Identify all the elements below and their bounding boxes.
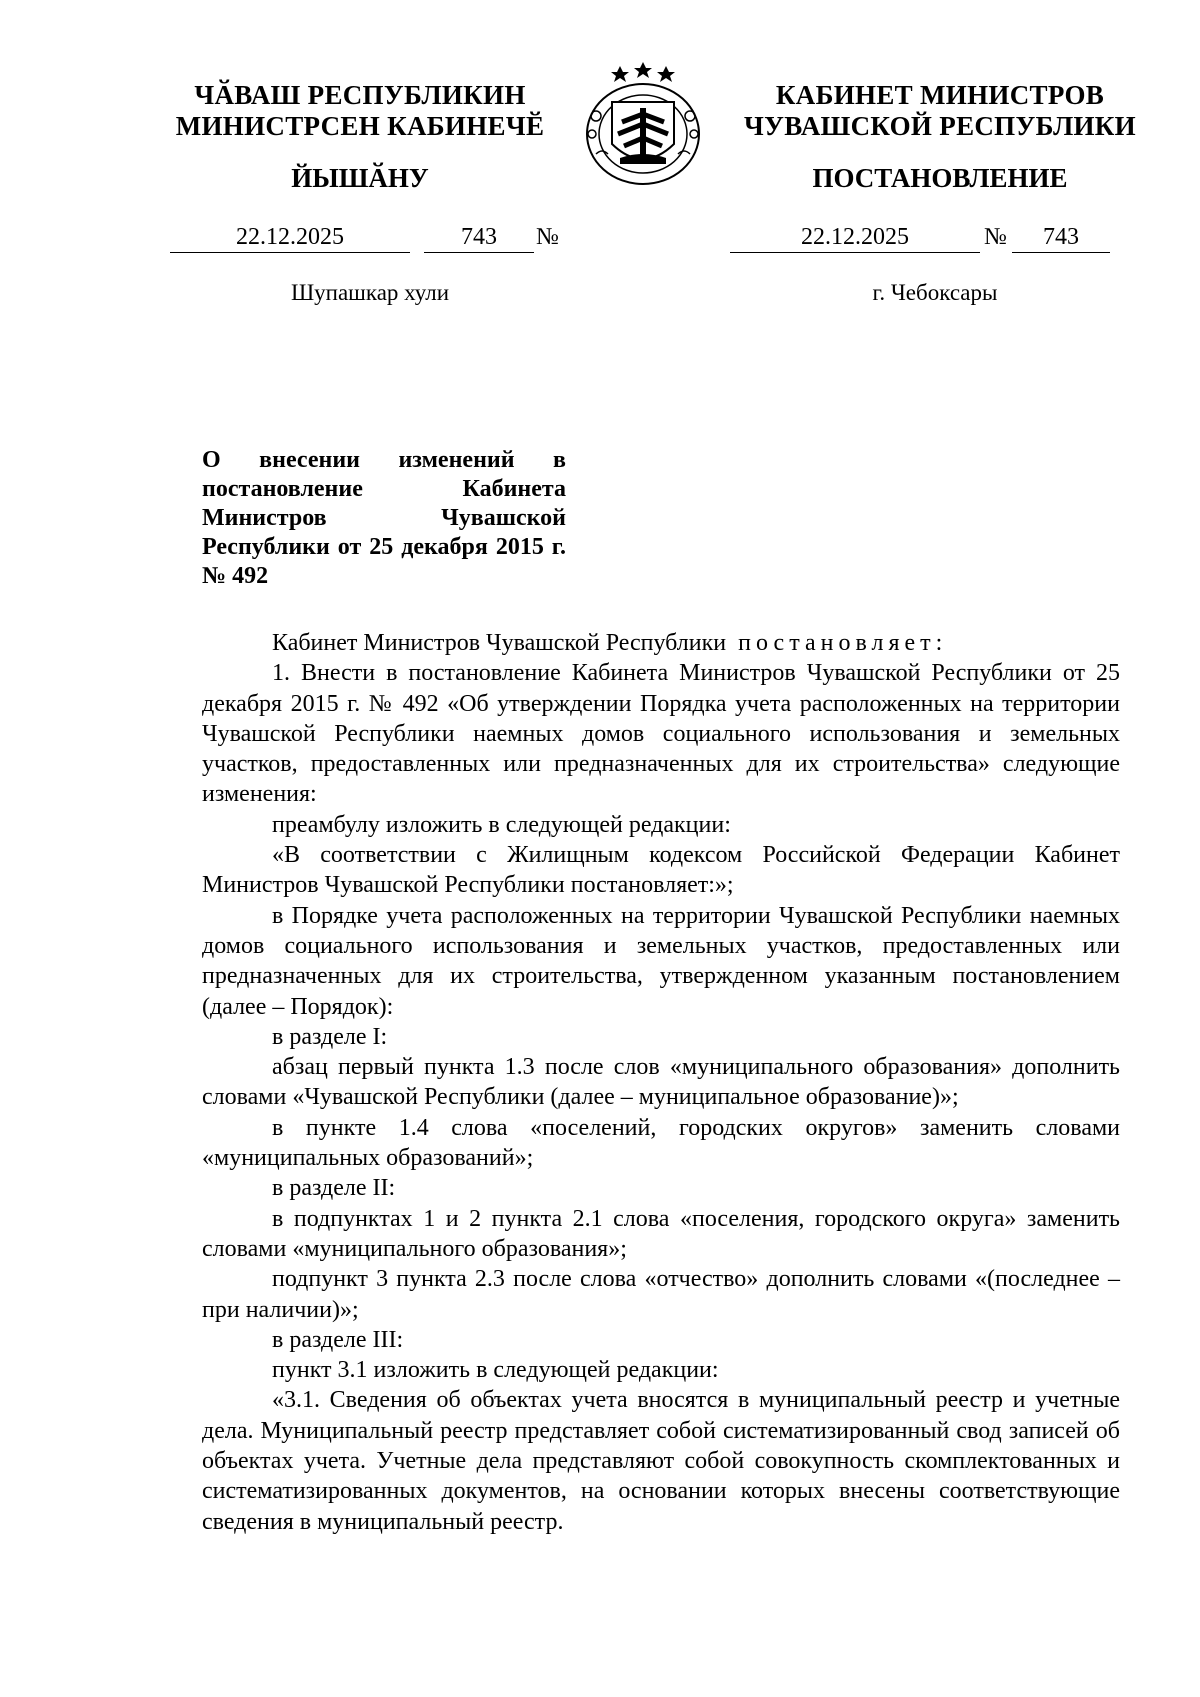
body-paragraph: в Порядке учета расположенных на территории Чувашской Республики наемных домов социального использования и земельных участков, предоставленных или предназначенных для их строительства, утвержденном указанным постановлением (далее – Порядок): <box>202 902 1120 1020</box>
emblem <box>572 58 714 188</box>
document-title: О внесении изменений в постановление Кабинета Министров Чувашской Республики от 25 декабря 2015 г. № 492 <box>202 447 566 589</box>
right-title-line1: КАБИНЕТ МИНИСТРОВ <box>775 80 1105 110</box>
right-header-title <box>735 80 1145 142</box>
intro-lead: Кабинет Министров Чувашской Республики <box>272 630 727 656</box>
body-paragraph: в подпунктах 1 и 2 пункта 2.1 слова «поселения, городского округа» заменить словами «муниципального образования»; <box>202 1205 1120 1262</box>
body-paragraph: в разделе I: <box>272 1023 388 1050</box>
right-place: г. Чебоксары <box>872 280 998 305</box>
right-number: 743 <box>1012 222 1110 253</box>
right-number-sign: № <box>984 224 1007 250</box>
left-place: Шупашкар хули <box>290 280 450 305</box>
body-paragraph: в разделе II: <box>272 1175 396 1202</box>
right-doc-type: ПОСТАНОВЛЕНИЕ <box>812 163 1068 193</box>
left-header-title <box>150 80 570 142</box>
right-date: 22.12.2025 <box>730 222 980 253</box>
left-number-sign: № <box>536 224 559 250</box>
left-date: 22.12.2025 <box>170 222 410 253</box>
body-paragraph: «3.1. Сведения об объектах учета вносятся в муниципальный реестр и учетные дела. Муниципальный реестр представляет собой систематизированный свод записей об объектах учета. Учетные дела представляют собой совокупность скомплектованных и систематизированных документов, на основании которых внесены соответствующие сведения в муниципальный реестр. <box>202 1387 1120 1535</box>
left-title-line1: ЧӐВАШ РЕСПУБЛИКИН <box>194 80 526 110</box>
intro-verb: постановляет: <box>738 630 948 656</box>
intro-paragraph <box>202 628 1120 658</box>
body-paragraph: преамбулу изложить в следующей редакции: <box>272 811 731 838</box>
body-paragraph: абзац первый пункта 1.3 после слов «муниципального образования» дополнить словами «Чувашской Республики (далее – муниципальное образование)»; <box>202 1054 1120 1111</box>
left-number: 743 <box>424 222 534 253</box>
left-doc-type: ЙЫШӐНУ <box>291 163 429 193</box>
body-paragraph: в пункте 1.4 слова «поселений, городских округов» заменить словами «муниципальных образований»; <box>202 1114 1120 1172</box>
body-paragraph: пункт 3.1 изложить в следующей редакции: <box>272 1357 719 1384</box>
emblem-icon <box>572 58 714 188</box>
body-paragraph: подпункт 3 пункта 2.3 после слова «отчество» дополнить словами «(последнее – при наличии)»; <box>202 1266 1120 1323</box>
body-paragraph: «В соответствии с Жилищным кодексом Российской Федерации Кабинет Министров Чувашской Республики постановляет:»; <box>202 842 1120 899</box>
document-body <box>202 628 1120 1537</box>
left-title-line2: МИНИСТРСЕН КАБИНЕЧӖ <box>175 111 545 141</box>
right-title-line2: ЧУВАШСКОЙ РЕСПУБЛИКИ <box>744 111 1136 141</box>
body-paragraph: 1. Внести в постановление Кабинета Министров Чувашской Республики от 25 декабря 2015 г. № 492 «Об утверждении Порядка учета расположенных на территории Чувашской Республики наемных домов социального использования и земельных участков, предоставленных или предназначенных для их строительства» следующие изменения: <box>202 660 1120 808</box>
body-paragraph: в разделе III: <box>272 1326 404 1353</box>
